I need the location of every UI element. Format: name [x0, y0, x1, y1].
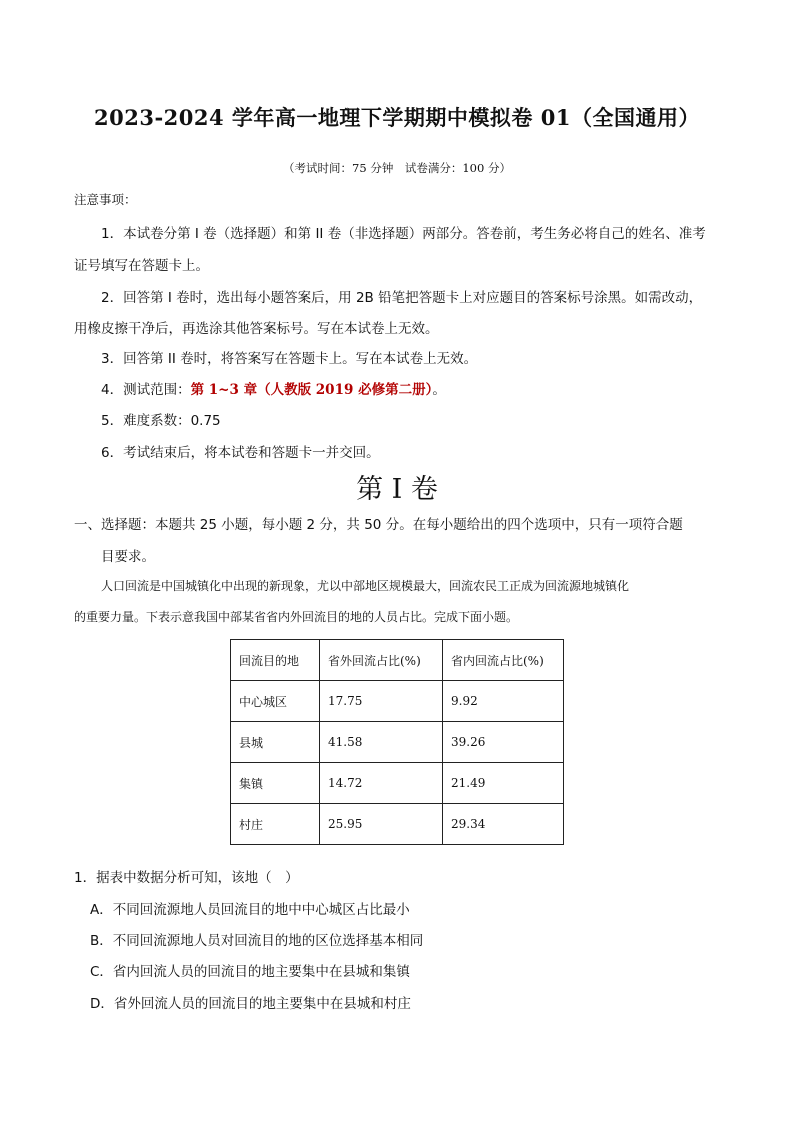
- notice-heading: 注意事项：: [74, 192, 137, 207]
- question-1-option-c: C．省内回流人员的回流目的地主要集中在县城和集镇: [90, 964, 410, 980]
- table-row: [231, 722, 564, 763]
- table-cell: 25.95: [320, 804, 443, 845]
- exam-info: （考试时间：75 分钟 试卷满分：100 分）: [283, 161, 511, 175]
- table-cell: 29.34: [443, 804, 564, 845]
- table-cell: 村庄: [231, 804, 320, 845]
- table-row: [231, 804, 564, 845]
- return-destination-table: [230, 639, 564, 845]
- table-cell: 9.92: [443, 681, 564, 722]
- table-row: [231, 763, 564, 804]
- notice-item-4: [101, 378, 446, 398]
- notice-item-2-cont: 用橡皮擦干净后，再选涂其他答案标号。写在本试卷上无效。: [74, 321, 439, 337]
- notice-item-3: 3．回答第 II 卷时，将答案写在答题卡上。写在本试卷上无效。: [101, 351, 478, 367]
- table-cell: 21.49: [443, 763, 564, 804]
- question-1-option-b: B．不同回流源地人员对回流目的地的区位选择基本相同: [90, 933, 424, 949]
- table-header: 回流目的地: [231, 640, 320, 681]
- table-cell: 39.26: [443, 722, 564, 763]
- table-cell: 17.75: [320, 681, 443, 722]
- notice-item-6: 6．考试结束后，将本试卷和答题卡一并交回。: [101, 445, 380, 461]
- notice-item-1: 1．本试卷分第 I 卷（选择题）和第 II 卷（非选择题）两部分。答卷前，考生务必将自己的姓名、准考: [101, 226, 706, 242]
- table-cell: 中心城区: [231, 681, 320, 722]
- table-cell: 14.72: [320, 763, 443, 804]
- table-header-row: [231, 640, 564, 681]
- passage-line-2: 的重要力量。下表示意我国中部某省省内外回流目的地的人员占比。完成下面小题。: [74, 610, 519, 624]
- test-scope-highlight: 第 1~3 章（人教版 2019 必修第二册）: [190, 382, 433, 398]
- section-heading: 第 I 卷: [356, 474, 438, 505]
- question-intro: 一、选择题：本题共 25 小题，每小题 2 分，共 50 分。在每小题给出的四个选项中，只有一项符合题: [74, 517, 683, 533]
- question-intro-cont: 目要求。: [101, 549, 155, 565]
- question-1-option-d: D．省外回流人员的回流目的地主要集中在县城和村庄: [90, 996, 411, 1012]
- table-row: [231, 681, 564, 722]
- question-1-option-a: A．不同回流源地人员回流目的地中中心城区占比最小: [90, 902, 410, 918]
- notice-item-4-prefix: 4．测试范围：: [101, 382, 191, 398]
- table-header: 省外回流占比(%): [320, 640, 443, 681]
- table-header: 省内回流占比(%): [443, 640, 564, 681]
- table-cell: 41.58: [320, 722, 443, 763]
- notice-item-4-suffix: 。: [432, 382, 446, 398]
- notice-item-5: 5．难度系数：0.75: [101, 413, 221, 429]
- notice-item-1-cont: 证号填写在答题卡上。: [74, 258, 209, 274]
- notice-item-2: 2．回答第 I 卷时，选出每小题答案后，用 2B 铅笔把答题卡上对应题目的答案标号涂黑。如需改动，: [101, 290, 703, 306]
- exam-title: 2023-2024 学年高一地理下学期期中模拟卷 01（全国通用）: [94, 105, 700, 130]
- passage-line-1: 人口回流是中国城镇化中出现的新现象，尤以中部地区规模最大，回流农民工正成为回流源地城镇化: [101, 579, 630, 593]
- question-1-stem: 1．据表中数据分析可知，该地（ ）: [74, 870, 299, 886]
- table-cell: 集镇: [231, 763, 320, 804]
- table-cell: 县城: [231, 722, 320, 763]
